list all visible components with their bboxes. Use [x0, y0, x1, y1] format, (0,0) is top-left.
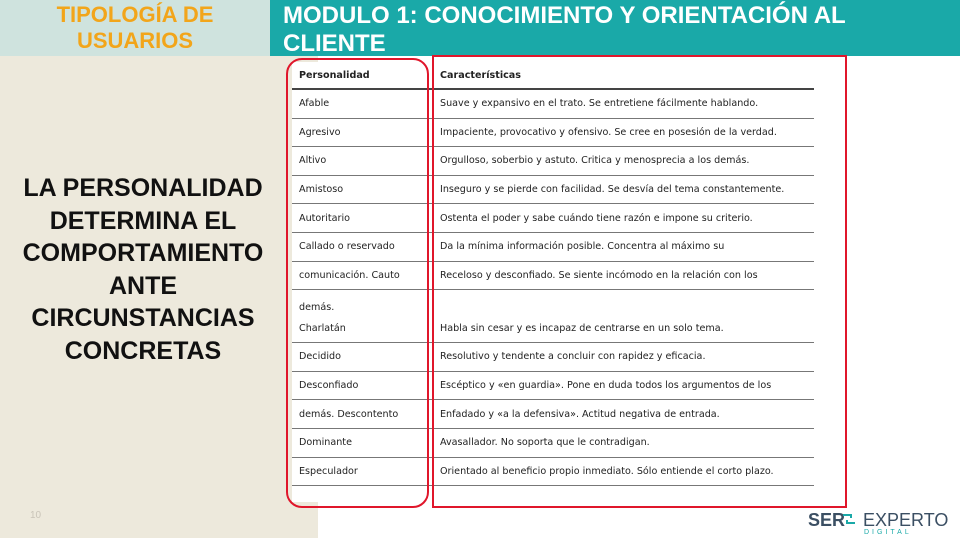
page-number: 10	[30, 510, 42, 521]
personality-cell: demás. Descontento	[292, 400, 433, 429]
logo-experto: EXPERTO	[863, 510, 949, 530]
side-statement: LA PERSONALIDAD DETERMINA EL COMPORTAMIENTO ANTE CIRCUNSTANCIAS CONCRETAS	[22, 174, 264, 365]
logo-ser: SER	[808, 510, 846, 530]
personality-cell: Especulador	[292, 457, 433, 486]
characteristics-cell: Resolutivo y tendente a concluir con rapidez y eficacia.	[433, 343, 815, 372]
characteristics-cell: Habla sin cesar y es incapaz de centrarse en un solo tema.	[433, 290, 815, 343]
personality-cell: Afable	[292, 89, 433, 118]
logo-wordmark	[808, 510, 948, 531]
personality-line: Charlatán	[299, 323, 346, 335]
header-personality: Personalidad	[292, 62, 433, 89]
characteristics-cell: Impaciente, provocativo y ofensivo. Se cree en posesión de la verdad.	[433, 118, 815, 147]
characteristics-cell: Orientado al beneficio propio inmediato. Sólo entiende el corto plazo.	[433, 457, 815, 486]
personality-line: demás.	[299, 302, 335, 314]
characteristics-cell: Orgulloso, soberbio y astuto. Critica y menosprecia a los demás.	[433, 147, 815, 176]
module-title: MODULO 1: CONOCIMIENTO Y ORIENTACIÓN AL CLIENTE	[283, 2, 846, 57]
logo-mark-icon	[842, 512, 856, 526]
personality-highlight-oval	[286, 58, 429, 508]
logo-subtitle: DIGITAL	[864, 529, 912, 536]
personality-cell: comunicación. Cauto	[292, 261, 433, 290]
characteristics-cell: Receloso y desconfiado. Se siente incómodo en la relación con los	[433, 261, 815, 290]
characteristics-cell: Da la mínima información posible. Concentra al máximo su	[433, 232, 815, 261]
personality-cell: Amistoso	[292, 175, 433, 204]
ser-experto-logo	[808, 510, 950, 538]
characteristics-cell: Suave y expansivo en el trato. Se entretiene fácilmente hablando.	[433, 89, 815, 118]
personality-cell: Agresivo	[292, 118, 433, 147]
header-characteristics: Características	[433, 62, 815, 89]
personality-cell: Callado o reservado	[292, 232, 433, 261]
characteristics-cell: Avasallador. No soporta que le contradigan.	[433, 428, 815, 457]
personality-cell: Desconfiado	[292, 371, 433, 400]
personality-cell: Altivo	[292, 147, 433, 176]
personality-cell: Decidido	[292, 343, 433, 372]
characteristics-cell: Inseguro y se pierde con facilidad. Se desvía del tema constantemente.	[433, 175, 815, 204]
characteristics-cell: Ostenta el poder y sabe cuándo tiene razón e impone su criterio.	[433, 204, 815, 233]
section-title: TIPOLOGÍA DE USUARIOS	[56, 2, 214, 53]
personality-cell: Autoritario	[292, 204, 433, 233]
characteristics-highlight-rect	[432, 55, 847, 508]
characteristics-cell: Enfadado y «a la defensiva». Actitud negativa de entrada.	[433, 400, 815, 429]
characteristics-cell: Escéptico y «en guardia». Pone en duda todos los argumentos de los	[433, 371, 815, 400]
personality-cell: Dominante	[292, 428, 433, 457]
